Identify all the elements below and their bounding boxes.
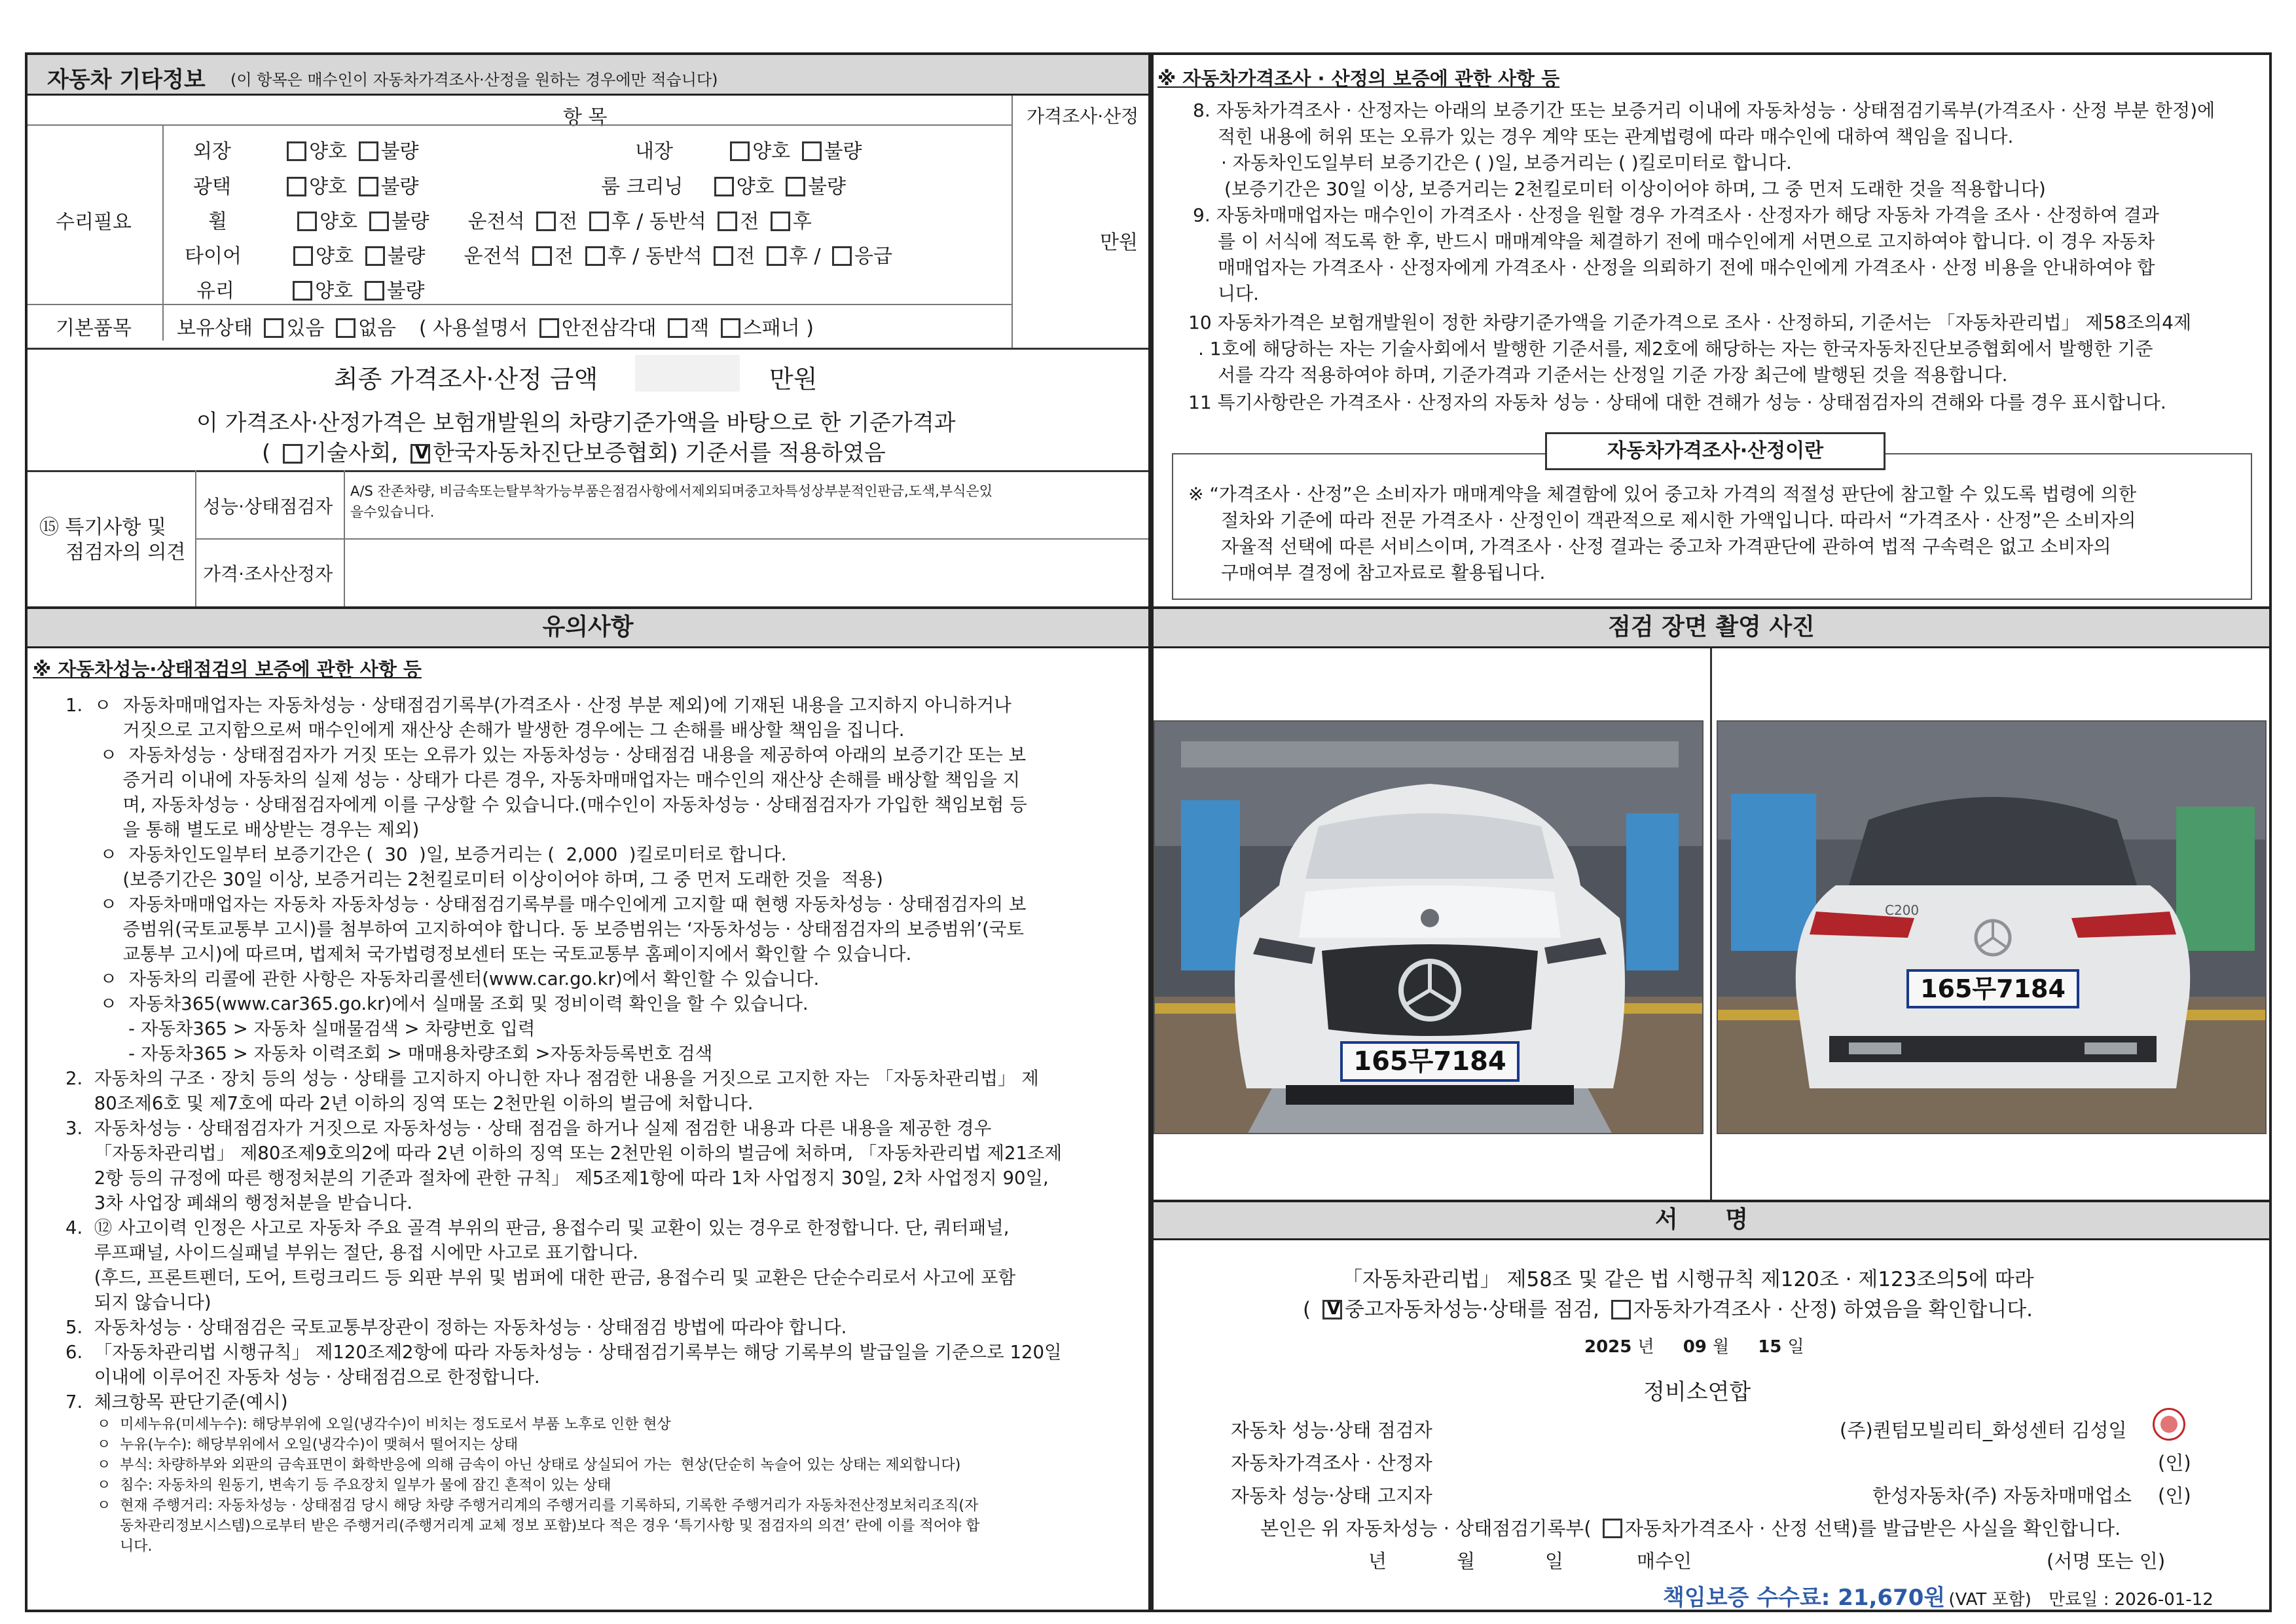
notice-line: (후드, 프론트펜더, 도어, 트렁크리드 등 외판 부위 및 범퍼에 대한 판금, 용접수리 및 교환은 단순수리로서 사고에 포함: [65, 1267, 1016, 1288]
signature-org: 정비소연합: [1643, 1379, 1751, 1405]
price-assessor-seal: (인): [2158, 1452, 2191, 1474]
wheel-passenger-front-checkbox[interactable]: [718, 212, 737, 231]
signature-title: 서 명: [1654, 1206, 1768, 1233]
tire-good-checkbox[interactable]: [293, 246, 313, 266]
row-glass: [196, 274, 425, 303]
date-month: 09: [1683, 1337, 1707, 1357]
vehicle-info-header: [27, 55, 1148, 96]
basis-tech-society-checkbox[interactable]: [283, 444, 302, 464]
notice-line: 1. ㅇ 자동차매매업자는 자동차성능 · 상태점검기록부(가격조사 · 산정 부분 제외)에 기재된 내용을 고지하지 아니하거나: [65, 695, 1011, 716]
price-assessment-label: 자동차가격조사 · 산정) 하였음을 확인합니다.: [1633, 1298, 2033, 1321]
jack-checkbox[interactable]: [668, 318, 687, 338]
criteria-line: ㅇ 침수: 자동차의 원동기, 변속기 등 주요장치 일부가 물에 잠긴 흔적이 있는 상태: [97, 1477, 611, 1494]
criteria-line: ㅇ 미세누유(미세누수): 해당부위에 오일(냉각수)이 비치는 정도로서 부품 노후로 인한 현상: [97, 1416, 671, 1433]
wheel-label: 휠: [208, 210, 227, 233]
good-label: 양호: [309, 140, 348, 163]
price-definition-line-1: ※ “가격조사 · 산정”은 소비자가 매매계약을 체결함에 있어 중고차 가격의 적절성 판단에 참고할 수 있도록 법령에 의한: [1188, 483, 2136, 505]
room-clean-bad-checkbox[interactable]: [786, 177, 805, 196]
price-definition-line-4: 구매여부 결정에 참고자료로 활용됩니다.: [1221, 562, 1546, 583]
inspector-role-label: 성능·상태점검자: [203, 496, 333, 517]
notice-line: 3. 자동차성능 · 상태점검자가 거짓으로 자동차성능 · 상태 점검을 하거나 실제 점검한 내용과 다른 내용을 제공한 경우: [65, 1118, 992, 1139]
bad-label: 불량: [380, 140, 419, 163]
inspector-value: (주)퀀텀모빌리티_화성센터 김성일: [1840, 1419, 2127, 1441]
inspector-note-line-1: A/S 잔존차량, 비금속또는탈부착가능부품은점검사항에서제외되며중고차특성상부분적인판금,도색,부식은있: [350, 483, 993, 499]
price-definition-title-box: [1545, 432, 1886, 470]
exterior-label: 외장: [193, 140, 231, 163]
rear-passenger-label: 후 / 동반석: [611, 210, 706, 233]
p10-line-1: 10 자동차가격은 보험개발원이 정한 차량기준가액을 기준가격으로 조사 · 산정하되, 기준서는 「자동차관리법」 제58조의4제: [1188, 312, 2192, 333]
criteria-line: ㅇ 누유(누수): 해당부위에서 오일(냉각수)이 맺혀서 떨어지는 상태: [97, 1437, 519, 1453]
special-notes-label-1: ⑮ 특기사항 및: [39, 516, 166, 539]
front-label: 전: [740, 210, 759, 233]
notice-line: 4. ⑫ 사고이력 인정은 사고로 자동차 주요 골격 부위의 판금, 용접수리 및 교환이 있는 경우로 한정합니다. 단, 쿼터패널,: [65, 1217, 1010, 1238]
triangle-checkbox[interactable]: [539, 318, 559, 338]
tire-label: 타이어: [185, 245, 242, 268]
notice-line: 2항 등의 규정에 따른 행정처분의 기준과 절차에 관한 규칙」 제5조제1항에 따라 1차 사업정지 30일, 2차 사업정지 90일,: [65, 1168, 1049, 1189]
price-assessor-label: 자동차가격조사 · 산정자: [1231, 1452, 1432, 1474]
gloss-label: 광택: [193, 175, 231, 198]
tire-driver-front-checkbox[interactable]: [532, 246, 552, 266]
spanner-label: 스패너 ): [742, 317, 814, 340]
room-clean-good-checkbox[interactable]: [714, 177, 734, 196]
row-exterior: [193, 135, 419, 164]
basis-tech-society-label: 기술사회,: [305, 440, 399, 466]
special-notes-label-2: 점검자의 의견: [65, 541, 186, 564]
p8-line-1: 8. 자동차가격조사 · 산정자는 아래의 보증기간 또는 보증거리 이내에 자동차성능 · 상태점검기록부(가격조사 · 산정 부분 한정)에: [1193, 100, 2215, 121]
wheel-passenger-rear-checkbox[interactable]: [771, 212, 790, 231]
notice-title: 유의사항: [542, 614, 634, 640]
red-seal-inner: [2160, 1416, 2178, 1433]
basis-kadia-label: 한국자동차진단보증협회) 기준서를 적용하였음: [433, 440, 886, 466]
notice-line: ㅇ 자동차매매업자는 자동차 자동차성능 · 상태점검기록부를 매수인에게 고지할 때 현행 자동차성능 · 상태점검자의 보: [65, 894, 1027, 915]
basis-line-2: [262, 435, 886, 467]
col-price-header: 가격조사·산정: [1027, 105, 1139, 127]
signature-law-line: 「자동차관리법」 제58조 및 같은 법 시행규칙 제120조 · 제123조의5에 따라: [1342, 1268, 2034, 1291]
open-paren: (: [262, 440, 271, 466]
buyer-day-unit: 일: [1545, 1550, 1564, 1572]
bad-label: 불량: [386, 280, 425, 303]
bad-label: 불량: [380, 175, 419, 198]
notifier-value: 한성자동차(주) 자동차매매업소: [1872, 1485, 2132, 1507]
open-paren: (: [1303, 1298, 1311, 1321]
rear-model-badge: C200: [1885, 902, 1920, 918]
notice-line: 되지 않습니다): [65, 1292, 211, 1313]
criteria-line: ㅇ 부식: 차량하부와 외판의 금속표면이 화학반응에 의해 금속이 아닌 상태로 상실되어 가는 현상(단순히 녹슬어 있는 상태는 제외합니다): [97, 1457, 961, 1473]
notice-line: 거짓으로 고지함으로써 매수인에게 재산상 손해가 발생한 경우에는 그 손해를 배상할 책임을 집니다.: [65, 720, 905, 741]
notice-line: 증거리 이내에 자동차의 실제 성능 · 상태가 다른 경우, 자동차매매업자는 매수인의 재산상 손해를 배상할 책임을 지: [65, 769, 1021, 790]
notice-line: - 자동차365 > 자동차 실매물검색 > 차량번호 입력: [65, 1018, 536, 1039]
price-guarantee-heading: ※ 자동차가격조사 · 산정의 보증에 관한 사항 등: [1157, 67, 1560, 90]
front-car-photo: [1154, 720, 1704, 1134]
front-car-illustration: [1155, 722, 1704, 1134]
criteria-line: 동차관리정보시스템)으로부터 받은 주행거리(주행거리계 교체 정보 포함)보다 적은 경우 ‘특기사항 및 점검자의 의견’ 란에 이를 적어야 합: [97, 1518, 980, 1534]
row-wheel: [208, 205, 812, 234]
vehicle-info-title: 자동차 기타정보: [47, 67, 206, 93]
notice-header: [27, 609, 1148, 648]
repair-needed-label: 수리필요: [56, 211, 132, 234]
p9-line-4: 니다.: [1218, 283, 1259, 304]
col-item-header: 항 목: [563, 106, 608, 129]
notice-line: 6. 「자동차관리법 시행규칙」 제120조제2항에 따라 자동차성능 · 상태점검기록부는 해당 기록부의 발급일을 기준으로 120일: [65, 1342, 1062, 1363]
good-label: 양호: [316, 245, 354, 268]
tire-emergency-checkbox[interactable]: [832, 246, 852, 266]
row-gloss: [193, 170, 419, 199]
good-label: 양호: [315, 280, 354, 303]
glass-good-checkbox[interactable]: [293, 281, 312, 301]
wheel-driver-front-checkbox[interactable]: [536, 212, 556, 231]
p9-line-3: 매매업자는 가격조사 · 산정자에게 가격조사 · 산정을 의뢰하기 전에 매수인에게 가격조사 · 산정 비용을 안내하여야 합: [1218, 257, 2155, 278]
manual-label: ( 사용설명서: [419, 317, 528, 340]
used-car-inspection-label: 중고자동차성능·상태를 점검,: [1344, 1298, 1599, 1321]
buyer-price-select-checkbox[interactable]: [1603, 1519, 1622, 1538]
date-year: 2025: [1584, 1337, 1632, 1357]
bad-label: 불량: [824, 140, 862, 163]
signature-date: [1584, 1333, 1804, 1357]
price-assessment-checkbox[interactable]: [1611, 1300, 1631, 1320]
buyer-month-unit: 월: [1457, 1550, 1476, 1572]
notice-line: ㅇ 자동차인도일부터 보증기간은 ( 30 )일, 보증거리는 ( 2,000 )킬로미터로 합니다.: [65, 844, 787, 865]
gloss-good-checkbox[interactable]: [287, 177, 306, 196]
buyer-confirm-text-b: 자동차가격조사 · 산정 선택)를 발급받은 사실을 확인합니다.: [1624, 1517, 2121, 1540]
p8-line-4: (보증기간은 30일 이상, 보증거리는 2천킬로미터 이상이어야 하며, 그 중 먼저 도래한 것을 적용합니다): [1224, 178, 2046, 200]
price-definition-title: 자동차가격조사·산정이란: [1607, 439, 1824, 462]
notice-lines: [65, 693, 1139, 1414]
wheel-good-checkbox[interactable]: [297, 212, 317, 231]
p11-line: 11 특기사항란은 가격조사 · 산정자의 자동차 성능 · 상태에 대한 견해가 성능 · 상태점검자의 견해와 다를 경우 표시합니다.: [1188, 392, 2166, 413]
final-amount-field[interactable]: [635, 355, 740, 392]
none-label: 없음: [357, 317, 396, 340]
buyer-year-unit: 년: [1368, 1550, 1387, 1572]
interior-good-checkbox[interactable]: [730, 141, 750, 161]
criteria-line: ㅇ 현재 주행거리: 자동차성능 · 상태점검 당시 해당 차량 주행거리계의 주행거리를 기록하되, 기록한 주행거리가 자동차전산정보처리조직(자: [97, 1498, 979, 1514]
good-label: 양호: [309, 175, 348, 198]
notice-line: ㅇ 자동차의 리콜에 관한 사항은 자동차리콜센터(www.car.go.kr)에서 확인할 수 있습니다.: [65, 969, 820, 989]
basis-line-1: 이 가격조사·산정가격은 보험개발원의 차량기준가액을 바탕으로 한 기준가격과: [196, 410, 956, 436]
notice-line: 7. 체크항목 판단기준(예시): [65, 1392, 288, 1412]
notice-line: 80조제6호 및 제7호에 따라 2년 이하의 징역 또는 2천만원 이하의 벌금에 처합니다.: [65, 1093, 754, 1114]
buyer-confirm-line: [1260, 1514, 2121, 1541]
notice-line: 5. 자동차성능 · 상태점검은 국토교통부장관이 정하는 자동차성능 · 상태점검 방법에 따라야 합니다.: [65, 1317, 847, 1338]
rear-plate-text: 165무7184: [1920, 974, 2066, 1003]
wheel-driver-rear-checkbox[interactable]: [589, 212, 609, 231]
fee-vat-note: (VAT 포함): [1948, 1590, 2032, 1610]
owned-no-checkbox[interactable]: [336, 318, 355, 338]
glass-label: 유리: [196, 280, 234, 303]
exterior-good-checkbox[interactable]: [287, 141, 306, 161]
price-definition-line-3: 자율적 선택에 따른 서비스이며, 가격조사 · 산정 결과는 중고차 가격판단에 관하여 법적 구속력은 없고 소비자의: [1221, 536, 2111, 557]
row-basic-items: [177, 312, 814, 341]
signature-check-line: [1303, 1293, 2033, 1322]
photo-header: [1154, 609, 2269, 648]
driver-seat-label: 운전석: [467, 210, 525, 233]
date-year-unit: 년: [1637, 1337, 1654, 1357]
notice-line: ㅇ 자동차365(www.car365.go.kr)에서 실매물 조회 및 정비이력 확인을 할 수 있습니다.: [65, 993, 809, 1014]
have-label: 있음: [286, 317, 325, 340]
glass-bad-checkbox[interactable]: [365, 281, 384, 301]
triangle-label: 안전삼각대: [561, 317, 657, 340]
notice-line: (보증기간은 30일 이상, 보증거리는 2천킬로미터 이상이어야 하며, 그 중 먼저 도래한 것을 적용): [65, 869, 883, 890]
notice-line: ㅇ 자동차성능 · 상태점검자가 거짓 또는 오류가 있는 자동차성능 · 상태점검 내용을 제공하여 아래의 보증기간 또는 보: [65, 745, 1027, 766]
interior-bad-checkbox[interactable]: [802, 141, 822, 161]
signature-header: [1154, 1202, 2269, 1240]
p10-line-3: 서를 각각 적용하여야 하며, 기준가격과 기준서는 산정일 기준 가장 최근에 발행된 것을 적용합니다.: [1218, 364, 2008, 386]
row-tire: [185, 240, 892, 268]
good-label: 양호: [736, 175, 774, 198]
inspector-label: 자동차 성능·상태 점검자: [1231, 1419, 1432, 1441]
date-day-unit: 일: [1787, 1337, 1804, 1357]
spanner-checkbox[interactable]: [721, 318, 740, 338]
good-label: 양호: [319, 210, 358, 233]
tire-passenger-rear-checkbox[interactable]: [767, 246, 786, 266]
price-definition-line-2: 절차와 기준에 따라 전문 가격조사 · 산정인이 객관적으로 제시한 가액입니다. 따라서 “가격조사 · 산정”은 소비자의: [1221, 509, 2136, 531]
notice-line: - 자동차365 > 자동차 이력조회 > 매매용차량조회 >자동차등록번호 검색: [65, 1043, 713, 1064]
row-room-clean: [601, 170, 846, 199]
used-car-inspection-checkbox[interactable]: [1322, 1300, 1342, 1320]
criteria-line: 니다.: [97, 1538, 153, 1555]
owned-yes-checkbox[interactable]: [264, 318, 283, 338]
buyer-label: 매수인: [1637, 1550, 1692, 1572]
inspector-note-line-2: 을수있습니다.: [350, 504, 435, 520]
notice-line: 2. 자동차의 구조 · 장치 등의 성능 · 상태를 고지하지 아니한 자나 점검한 내용을 거짓으로 고지한 자는 「자동차관리법」 제: [65, 1068, 1039, 1089]
bad-label: 불량: [387, 245, 426, 268]
notice-line: 을 통해 별도로 배상받는 경우는 제외): [65, 819, 420, 840]
row-interior: [635, 135, 862, 164]
tire-bad-checkbox[interactable]: [365, 246, 385, 266]
buyer-confirm-text-a: 본인은 위 자동차성능 · 상태점검기록부(: [1260, 1517, 1592, 1540]
room-clean-label: 룸 크리닝: [601, 175, 683, 198]
price-assessor-role-label: 가격·조사산정자: [203, 563, 333, 585]
p8-line-3: · 자동차인도일부터 보증기간은 ( )일, 보증거리는 ( )킬로미터로 합니다.: [1221, 152, 1792, 174]
notice-line: 며, 자동차성능 · 상태점검자에게 이를 구상할 수 있습니다.(매수인이 자동차성능 · 상태점검자가 가입한 책임보험 등: [65, 794, 1027, 815]
notice-heading: ※ 자동차성능·상태점검의 보증에 관한 사항 등: [33, 658, 422, 680]
front-label: 전: [736, 245, 756, 268]
final-amount-unit: 만원: [769, 365, 818, 394]
price-unit-label: 만원: [1100, 231, 1138, 254]
notice-line: 「자동차관리법」 제80조제9호의2에 따라 2년 이하의 징역 또는 2천만원 이하의 벌금에 처하며, 「자동차관리법 제21조제: [65, 1143, 1063, 1164]
driver-seat-label: 운전석: [464, 245, 521, 268]
exterior-bad-checkbox[interactable]: [359, 141, 378, 161]
notice-line: 교통부 고시)에 따르며, 법제처 국가법령정보센터 또는 국토교통부 홈페이지에서 확인할 수 있습니다.: [65, 944, 912, 965]
rear-label: 후: [792, 210, 812, 233]
rear-passenger-label: 후 / 동반석: [607, 245, 702, 268]
interior-label: 내장: [635, 140, 673, 163]
notice-line: 증범위(국토교통부 고시)를 첨부하여 고지하여야 합니다. 동 보증범위는 ‘자동차성능 · 상태점검자의 보증범위’(국토: [65, 919, 1024, 940]
jack-label: 잭: [690, 317, 710, 340]
front-label: 전: [558, 210, 578, 233]
date-day: 15: [1758, 1337, 1782, 1357]
p10-line-2: . 1호에 해당하는 자는 기술사회에서 발행한 기준서를, 제2호에 해당하는 자는 한국자동차진단보증협회에서 발행한 기준: [1198, 338, 2153, 360]
bad-label: 불량: [391, 210, 429, 233]
guarantee-fee: 책임보증 수수료: 21,670원: [1663, 1585, 1946, 1611]
p9-line-2: 를 이 서식에 적도록 한 후, 반드시 매매계약을 체결하기 전에 매수인에게 서면으로 고지하여야 합니다. 이 경우 자동차: [1218, 231, 2155, 252]
wheel-bad-checkbox[interactable]: [369, 212, 389, 231]
notice-line: 3차 사업장 폐쇄의 행정처분을 받습니다.: [65, 1192, 412, 1213]
basic-items-label: 기본품목: [56, 317, 132, 340]
bad-label: 불량: [808, 175, 847, 198]
gloss-bad-checkbox[interactable]: [359, 177, 378, 196]
owned-label: 보유상태: [177, 317, 253, 340]
p9-line-1: 9. 자동차매매업자는 매수인이 가격조사 · 산정을 원할 경우 가격조사 · 산정자가 해당 자동차 가격을 조사 · 산정하여 결과: [1193, 204, 2159, 226]
good-label: 양호: [752, 140, 791, 163]
rear-label: 후 /: [788, 245, 821, 268]
final-amount-label: 최종 가격조사·산정 금액: [334, 365, 598, 394]
fee-line: [1663, 1579, 2214, 1612]
rear-car-photo: [1717, 720, 2267, 1134]
front-plate-text: 165무7184: [1353, 1046, 1506, 1077]
tire-driver-rear-checkbox[interactable]: [585, 246, 605, 266]
expiry-date: 만료일 : 2026-01-12: [2049, 1590, 2214, 1610]
emergency-label: 응급: [854, 245, 892, 268]
tire-passenger-front-checkbox[interactable]: [714, 246, 733, 266]
notice-body: [65, 693, 1139, 1557]
buyer-sign-or-seal: (서명 또는 인): [2047, 1550, 2166, 1572]
date-month-unit: 월: [1712, 1337, 1730, 1357]
p8-line-2: 적힌 내용에 허위 또는 오류가 있는 경우 계약 또는 관계법령에 따라 매수인에 대하여 책임을 집니다.: [1218, 126, 2014, 147]
notifier-seal: (인): [2158, 1485, 2191, 1507]
front-label: 전: [555, 245, 574, 268]
notice-criteria: [65, 1414, 1139, 1557]
vehicle-info-subtitle: (이 항목은 매수인이 자동차가격조사·산정을 원하는 경우에만 적습니다): [230, 71, 718, 89]
rear-car-illustration: [1718, 722, 2267, 1134]
photo-title: 점검 장면 촬영 사진: [1608, 614, 1815, 640]
notifier-label: 자동차 성능·상태 고지자: [1231, 1485, 1432, 1507]
basis-kadia-checkbox[interactable]: [410, 444, 430, 464]
notice-line: 이내에 이루어진 자동차 성능 · 상태점검으로 한정합니다.: [65, 1367, 540, 1388]
notice-line: 루프패널, 사이드실패널 부위는 절단, 용접 시에만 사고로 표기합니다.: [65, 1242, 638, 1263]
